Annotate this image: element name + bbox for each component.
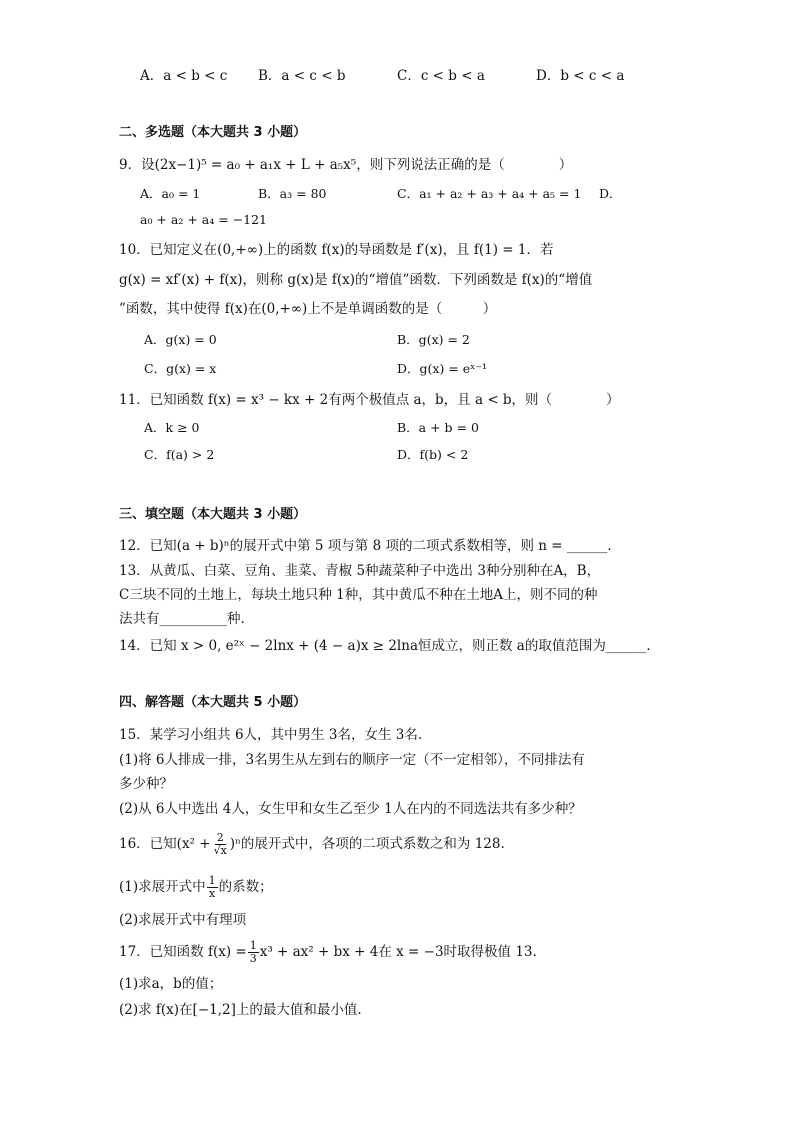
q17-prefix: 17．已知函数 f(x) = [119,944,247,960]
q16-part1-suffix: 的系数； [218,879,273,895]
q10-option-b: B．g(x) = 2 [397,332,470,347]
q8-option-d: D．b < c < a [536,68,625,84]
q8-option-b: B．a < c < b [258,68,346,84]
q12-text: 12．已知(a + b)ⁿ的展开式中第 5 项与第 8 项的二项式系数相等，则 n = ______． [119,538,621,554]
q14-text: 14．已知 x > 0, e²ˣ − 2lnx + (4 − a)x ≥ 2lna恒成立，则正数 a的取值范围为______． [119,638,660,654]
q11-stem: 11．已知函数 f(x) = x³ − kx + 2有两个极值点 a，b，且 a < b，则（ ） [119,392,620,408]
q8-option-c: C．c < b < a [397,68,485,84]
q15-part1-line-2: 多少种？ [119,776,173,792]
q17-suffix: x³ + ax² + bx + 4在 x = −3时取得极值 13. [259,944,537,960]
q9-option-a: A．a₀ = 1 [140,186,201,201]
q16-stem [119,832,505,857]
q10-option-d: D．g(x) = eˣ⁻¹ [397,361,488,376]
q8-option-a: A．a < b < c [140,68,228,84]
q16-part1-prefix: (1)求展开式中 [119,879,206,895]
q17-part1: (1)求a，b的值； [119,976,223,992]
q15-part1-line-1: (1)将 6人排成一排，3名男生从左到右的顺序一定（不一定相邻），不同排法有 [119,752,585,768]
q10-line-2: g(x) = xf′(x) + f(x)，则称 g(x)是 f(x)的“增值”函数．下列函数是 f(x)的“增值 [119,272,593,288]
q13-line-3: 法共有__________种. [119,611,245,627]
q16-part1 [119,875,273,900]
q16-part1-fraction-denominator: x [209,887,216,900]
q9-option-c: C．a₁ + a₂ + a₃ + a₄ + a₅ = 1 [397,186,582,201]
q9-option-b: B．a₃ = 80 [258,186,327,201]
q17-stem [119,940,537,965]
q13-line-1: 13．从黄瓜、白菜、豆角、韭菜、青椒 5种蔬菜种子中选出 3种分别种在A，B， [119,563,601,579]
section-fill-in-title: 三、填空题（本大题共 3 小题） [119,507,307,522]
q10-line-3: ”函数，其中使得 f(x)在(0,+∞)上不是单调函数的是（ ） [119,301,497,317]
section-multiple-choice-title: 二、多选题（本大题共 3 小题） [119,125,307,140]
q10-line-1: 10．已知定义在(0,+∞)上的函数 f(x)的导函数是 f′(x)，且 f(1) = 1．若 [119,242,554,258]
q17-fraction [248,940,259,965]
q10-option-a: A．g(x) = 0 [144,332,217,347]
q15-part2: (2)从 6人中选出 4人，女生甲和女生乙至少 1人在内的不同选法共有多少种？ [119,801,582,817]
q11-option-d: D．f(b) < 2 [397,447,469,462]
q11-option-b: B．a + b = 0 [397,420,479,435]
q16-part1-fraction-numerator: 1 [208,874,216,887]
q9-option-d-content: a₀ + a₂ + a₄ = −121 [140,212,267,227]
q16-fraction-denominator: √x [213,844,227,857]
q10-option-c: C．g(x) = x [144,361,217,376]
q11-option-c: C．f(a) > 2 [144,447,215,462]
q13-line-2: C三块不同的土地上，每块土地只种 1种，其中黄瓜不种在土地A上，则不同的种 [119,587,598,603]
q15-stem: 15．某学习小组共 6人，其中男生 3名，女生 3名. [119,727,423,743]
section-solutions-title: 四、解答题（本大题共 5 小题） [119,695,307,710]
q17-fraction-numerator: 1 [249,939,257,952]
q16-fraction-numerator: 2 [216,831,224,844]
q17-fraction-denominator: 3 [249,952,257,965]
q9-stem: 9．设(2x−1)⁵ = a₀ + a₁x + L + a₅x⁵，则下列说法正确的是（ ） [119,157,573,173]
q11-option-a: A．k ≥ 0 [144,420,200,435]
q16-part2: (2)求展开式中有理项 [119,912,247,928]
q17-part2: (2)求 f(x)在[−1,2]上的最大值和最小值. [119,1002,362,1018]
q16-suffix: )ⁿ的展开式中，各项的二项式系数之和为 128. [229,836,505,852]
q16-fraction [212,832,229,857]
q16-prefix: 16．已知(x² + [119,836,211,852]
q16-part1-fraction [207,875,218,900]
q9-option-d: D． [599,186,622,201]
